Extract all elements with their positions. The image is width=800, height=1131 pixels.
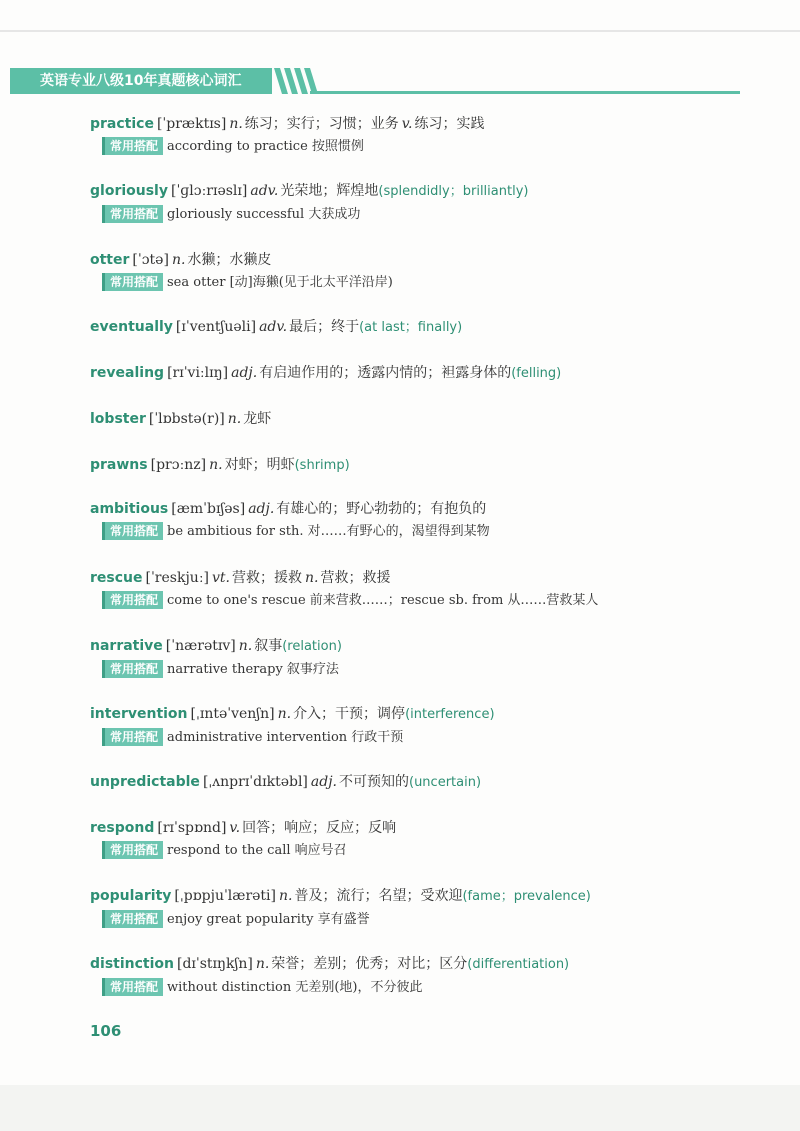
synonyms: (at last；finally)	[359, 320, 463, 335]
collocation-tag: 常用搭配	[102, 522, 163, 540]
vocab-entry	[90, 408, 730, 430]
entry-definition-line	[90, 817, 730, 839]
synonyms: (interference)	[405, 707, 495, 722]
definition: 回答；响应；反应；反响	[242, 820, 397, 836]
part-of-speech: n.	[171, 252, 186, 268]
headword: revealing	[90, 365, 165, 381]
headword: eventually	[90, 319, 173, 335]
definition: 不可预知的	[339, 774, 409, 790]
entry-definition-line	[90, 249, 730, 271]
collocation-line	[102, 840, 730, 862]
entry-definition-line	[90, 498, 730, 520]
vocab-entry	[90, 316, 730, 339]
definition: 荣誉；差别；优秀；对比；区分	[271, 956, 468, 972]
collocation-line	[102, 136, 730, 158]
part-of-speech: n.	[279, 888, 293, 904]
synonyms: (relation)	[282, 639, 342, 654]
collocation-line	[102, 727, 730, 749]
headword: intervention	[90, 706, 188, 722]
pronunciation: [dɪˈstɪŋkʃn]	[177, 956, 253, 972]
part-of-speech: adv.	[259, 319, 288, 335]
part-of-speech: adv.	[250, 183, 279, 199]
vocab-entry	[90, 703, 730, 749]
part-of-speech-2: n.	[305, 570, 319, 586]
vocab-entry	[90, 817, 730, 862]
entry-definition-line	[90, 953, 730, 976]
collocation-text: be ambitious for sth. 对……有野心的，渴望得到某物	[167, 524, 490, 539]
vocab-entry	[90, 635, 730, 681]
pronunciation: [ˈnærətɪv]	[165, 638, 236, 654]
entry-definition-line	[90, 885, 730, 908]
pronunciation: [ˈlɒbstə(r)]	[148, 411, 225, 427]
collocation-line	[102, 521, 730, 543]
collocation-text: enjoy great popularity 享有盛誉	[167, 912, 370, 927]
synonyms: (uncertain)	[409, 775, 482, 790]
collocation-tag: 常用搭配	[102, 728, 163, 746]
collocation-text: according to practice 按照惯例	[167, 139, 364, 154]
entry-definition-line	[90, 454, 730, 477]
entry-definition-line	[90, 703, 730, 726]
headword: narrative	[90, 638, 163, 654]
entry-definition-line	[90, 362, 730, 385]
pronunciation: [ˌpɒpjuˈlærəti]	[174, 888, 276, 904]
collocation-tag: 常用搭配	[102, 137, 163, 155]
definition: 光荣地；辉煌地	[280, 183, 379, 199]
collocation-line	[102, 590, 730, 612]
collocation-text: narrative therapy 叙事疗法	[167, 662, 339, 677]
part-of-speech: v.	[229, 820, 241, 836]
vocab-entry	[90, 771, 730, 794]
headword: otter	[90, 252, 130, 268]
definition: 最后；终于	[289, 319, 360, 335]
part-of-speech: vt.	[212, 570, 230, 586]
collocation-tag: 常用搭配	[102, 978, 163, 996]
headword: practice	[90, 116, 154, 132]
definition: 有启迪作用的；透露内情的；袒露身体的	[259, 365, 512, 381]
part-of-speech: adj.	[231, 365, 258, 381]
pronunciation: [æmˈbɪʃəs]	[171, 501, 246, 517]
collocation-line	[102, 977, 730, 999]
entry-definition-line	[90, 635, 730, 658]
header-rule	[310, 91, 740, 94]
pronunciation: [ˌɪntəˈvenʃn]	[190, 706, 275, 722]
definition: 练习；实行；习惯；业务	[244, 116, 399, 132]
synonyms: (fame；prevalence)	[462, 889, 591, 904]
vocab-entry	[90, 180, 730, 226]
collocation-text: gloriously successful 大获成功	[167, 207, 361, 222]
collocation-tag: 常用搭配	[102, 910, 163, 928]
synonyms: (differentiation)	[467, 957, 570, 972]
page-bottom-edge	[0, 1085, 800, 1131]
synonyms: (shrimp)	[294, 458, 350, 473]
part-of-speech: n.	[255, 956, 270, 972]
collocation-tag: 常用搭配	[102, 841, 163, 859]
definition: 介入；干预；调停	[293, 706, 406, 722]
part-of-speech: n.	[229, 116, 243, 132]
pronunciation: [rɪˈviːlɪŋ]	[167, 365, 229, 381]
part-of-speech: n.	[227, 411, 242, 427]
definition: 叙事	[254, 638, 283, 654]
definition-2: 练习；实践	[414, 116, 485, 132]
page-top-edge	[0, 30, 800, 32]
vocab-entry	[90, 362, 730, 385]
entry-definition-line	[90, 771, 730, 794]
collocation-line	[102, 909, 730, 931]
headword: rescue	[90, 570, 143, 586]
definition: 对虾；明虾	[224, 457, 295, 473]
headword: prawns	[90, 457, 148, 473]
collocation-text: administrative intervention 行政干预	[167, 730, 404, 745]
synonyms: (splendidly；brilliantly)	[378, 184, 529, 199]
headword: respond	[90, 820, 155, 836]
definition: 龙虾	[243, 411, 272, 427]
synonyms: (felling)	[511, 366, 562, 381]
collocation-tag: 常用搭配	[102, 591, 163, 609]
definition: 普及；流行；名望；受欢迎	[294, 888, 463, 904]
entry-definition-line	[90, 567, 730, 589]
entry-definition-line	[90, 408, 730, 430]
vocab-entry	[90, 953, 730, 999]
collocation-tag: 常用搭配	[102, 660, 163, 678]
part-of-speech: n.	[277, 706, 292, 722]
entry-definition-line	[90, 316, 730, 339]
entry-definition-line	[90, 113, 730, 135]
vocab-entry	[90, 249, 730, 294]
collocation-line	[102, 272, 730, 294]
definition: 营救；援救	[232, 570, 302, 586]
collocation-tag: 常用搭配	[102, 273, 163, 291]
headword: lobster	[90, 411, 146, 427]
part-of-speech: n.	[238, 638, 253, 654]
vocab-entry	[90, 113, 730, 158]
pronunciation: [ˈpræktɪs]	[156, 116, 227, 132]
collocation-text: come to one's rescue 前来营救……；rescue sb. from 从……营救某人	[167, 593, 599, 608]
headword: unpredictable	[90, 774, 200, 790]
pronunciation: [prɔːnz]	[150, 457, 207, 473]
headword: gloriously	[90, 183, 168, 199]
pronunciation: [ˈɡlɔːrɪəslɪ]	[170, 183, 248, 199]
vocab-entry	[90, 454, 730, 477]
header-title: 英语专业八级10年真题核心词汇	[10, 68, 272, 94]
headword: distinction	[90, 956, 174, 972]
definition-2: 营救；救援	[320, 570, 391, 586]
vocab-entry	[90, 567, 730, 612]
vocab-entry	[90, 498, 730, 543]
pronunciation: [ˈreskjuː]	[145, 570, 209, 586]
vocab-entry	[90, 885, 730, 931]
pronunciation: [ˈɔtə]	[132, 252, 169, 268]
running-header	[10, 68, 740, 94]
pronunciation: [ɪˈventʃuəli]	[175, 319, 257, 335]
collocation-line	[102, 659, 730, 681]
definition: 有雄心的；野心勃勃的；有抱负的	[276, 501, 487, 517]
part-of-speech: adj.	[310, 774, 337, 790]
definition: 水獭；水獭皮	[187, 252, 272, 268]
entry-definition-line	[90, 180, 730, 203]
collocation-tag: 常用搭配	[102, 205, 163, 223]
pronunciation: [rɪˈspɒnd]	[157, 820, 227, 836]
pronunciation: [ˌʌnprɪˈdɪktəbl]	[202, 774, 308, 790]
collocation-text: respond to the call 响应号召	[167, 843, 347, 858]
collocation-text: without distinction 无差别(地)，不分彼此	[167, 980, 423, 995]
part-of-speech: adj.	[248, 501, 275, 517]
headword: popularity	[90, 888, 172, 904]
part-of-speech: n.	[209, 457, 223, 473]
collocation-line	[102, 204, 730, 226]
collocation-text: sea otter [动]海獭(见于北太平洋沿岸)	[167, 275, 393, 290]
part-of-speech-2: v.	[401, 116, 413, 132]
headword: ambitious	[90, 501, 169, 517]
page-number: 106	[90, 1022, 122, 1040]
